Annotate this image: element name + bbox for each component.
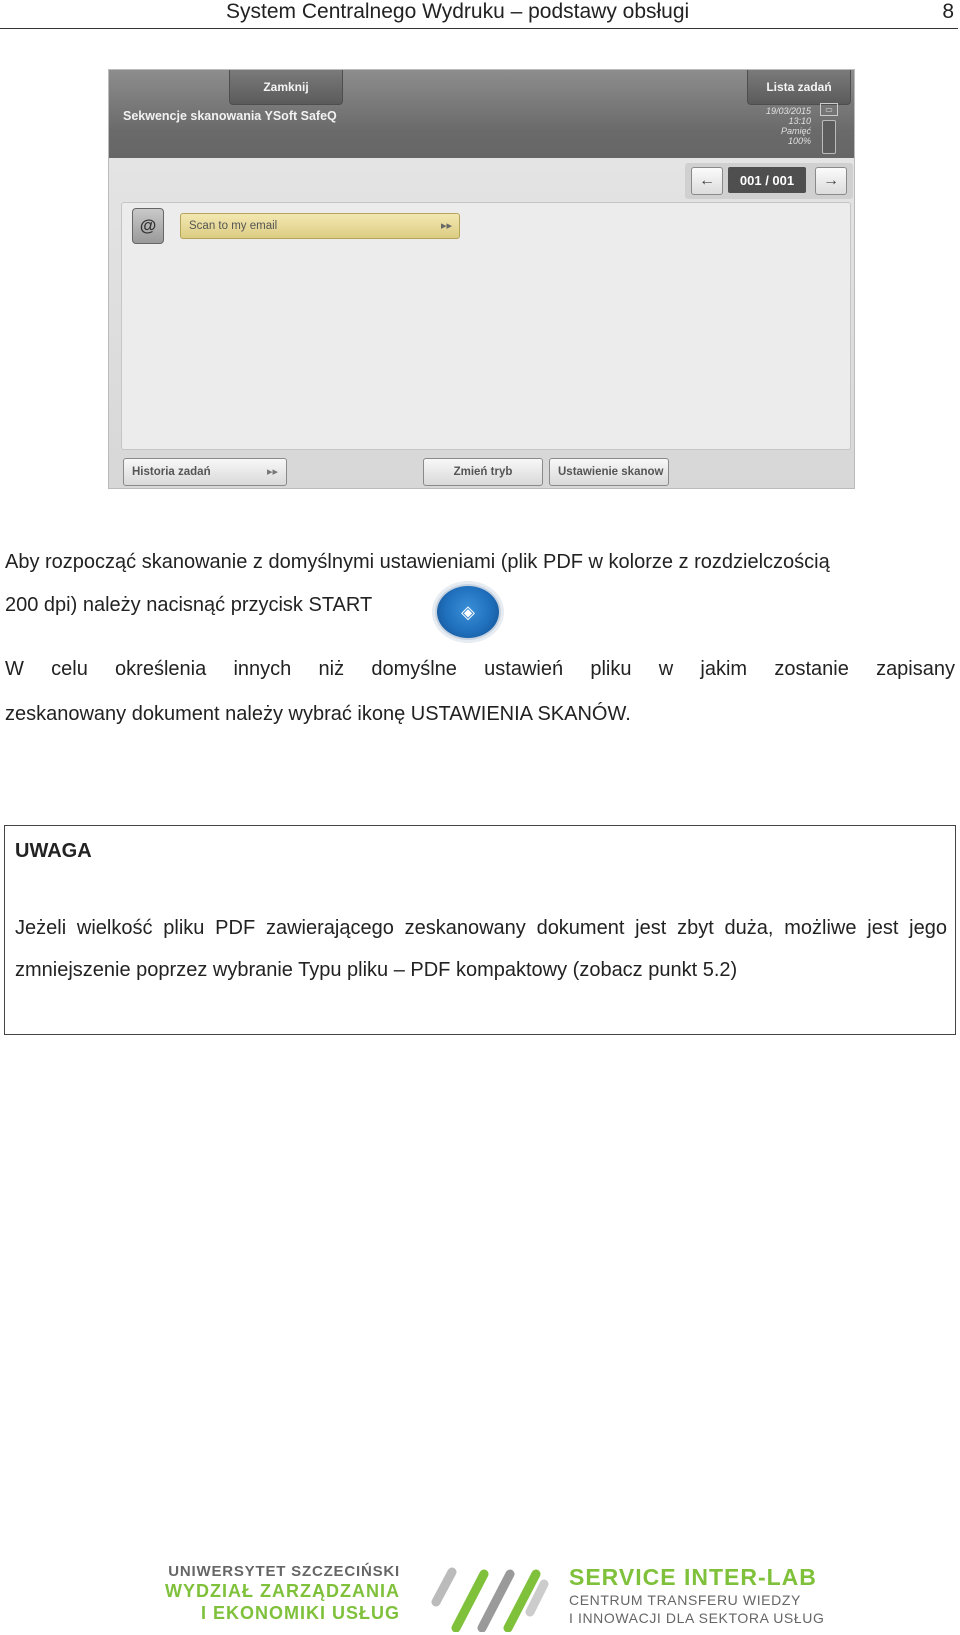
previous-page-button[interactable]: ← — [691, 167, 723, 195]
warning-line1: Jeżeli wielkość pliku PDF zawierającego zeskanowany dokument jest zbyt duża, możliwe jest jego — [15, 917, 947, 939]
scan-sequence-list — [121, 202, 851, 450]
status-date: 19/03/2015 — [765, 106, 811, 116]
warning-line2: zmniejszenie poprzez wybranie Typu pliku – PDF kompaktowy (zobacz punkt 5.2) — [15, 959, 738, 981]
memory-label: Pamięć — [780, 126, 811, 136]
start-button-icon: ◈ — [435, 584, 501, 640]
memory-bar — [822, 120, 836, 154]
screen-title: Sekwencje skanowania YSoft SafeQ — [123, 109, 337, 123]
device-screen-photo — [108, 69, 855, 489]
p1-line2: 200 dpi) należy nacisnąć przycisk START — [5, 594, 373, 616]
p2-line1: W celu określenia innych niż domyślne ustawień pliku w jakim zostanie zapisany — [5, 658, 955, 680]
warning-box — [4, 825, 956, 1035]
p2-line2: zeskanowany dokument należy wybrać ikonę USTAWIENIA SKANÓW. — [5, 703, 631, 725]
faculty-line2: I EKONOMIKI USŁUG — [200, 1603, 400, 1623]
page-counter: 001 / 001 — [728, 167, 806, 193]
university-name: UNIWERSYTET SZCZECIŃSKI — [168, 1563, 400, 1580]
document-title: System Centralnego Wydruku – podstawy obsługi — [226, 0, 690, 23]
status-time: 13:10 — [788, 116, 811, 126]
sil-line3: I INNOWACJI DLA SEKTORA USŁUG — [569, 1610, 825, 1626]
email-icon: @ — [132, 208, 164, 244]
memory-value: 100% — [787, 136, 811, 146]
page-number: 8 — [942, 0, 954, 23]
change-mode-button[interactable]: Zmień tryb — [423, 458, 543, 486]
memory-icon: ▭ — [820, 103, 838, 116]
scan-settings-button[interactable]: Ustawienie skanow — [549, 458, 669, 486]
scan-to-email-label: Scan to my email — [189, 220, 278, 232]
sil-name: SERVICE INTER-LAB — [569, 1564, 817, 1590]
scan-to-email-button[interactable] — [180, 213, 460, 239]
close-tab[interactable]: Zamknij — [229, 70, 343, 105]
next-page-button[interactable]: → — [815, 167, 847, 195]
pager — [685, 163, 853, 199]
double-chevron-right-icon: ▸▸ — [440, 220, 452, 232]
job-history-label: Historia zadań — [132, 466, 211, 478]
university-logo — [138, 1563, 400, 1624]
service-inter-lab-logo — [569, 1564, 824, 1627]
job-list-tab[interactable]: Lista zadań — [747, 70, 851, 105]
stripes-logo-icon — [430, 1558, 550, 1632]
double-chevron-right-icon: ▸▸ — [266, 466, 278, 478]
job-history-button[interactable] — [123, 458, 287, 486]
p1-line1: Aby rozpocząć skanowanie z domyślnymi ustawieniami (plik PDF w kolorze z rozdzielczością — [5, 551, 830, 573]
sil-line2: CENTRUM TRANSFERU WIEDZY — [569, 1592, 801, 1608]
page-header — [0, 0, 958, 29]
warning-title: UWAGA — [15, 840, 92, 862]
status-block — [749, 106, 811, 146]
faculty-line1: WYDZIAŁ ZARZĄDZANIA — [165, 1581, 400, 1601]
